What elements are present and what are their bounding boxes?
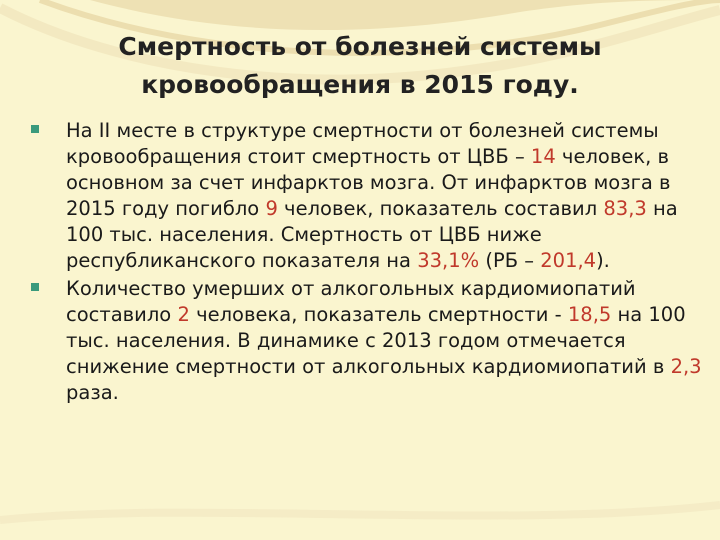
highlighted-number: 83,3 — [603, 197, 647, 220]
bullet-text: на 100 тыс. населения. В динамике с 2013 годом отмечается снижение смертности от алкогольных кардиомиопатий в — [66, 303, 686, 378]
highlighted-number: 2 — [177, 303, 190, 326]
bullet-text: (РБ – — [479, 249, 541, 272]
highlighted-number: 9 — [265, 197, 278, 220]
bullet-text: На II месте в структуре смертности от болезней системы кровообращения стоит смертность от ЦВБ – — [66, 119, 659, 168]
slide-title — [60, 28, 660, 104]
bullet-item — [24, 118, 704, 274]
highlighted-number: 33,1% — [417, 249, 480, 272]
bullet-item — [24, 276, 704, 406]
bullet-text: человек, в основном за счет инфарктов мозга. От инфарктов мозга в 2015 году погибло — [66, 145, 671, 220]
slide-title-line-2: кровообращения в 2015 году. — [141, 70, 579, 99]
highlighted-number: 201,4 — [540, 249, 597, 272]
bullet-square-icon — [31, 125, 39, 133]
highlighted-number: 14 — [530, 145, 556, 168]
bullet-square-icon — [31, 283, 39, 291]
bullet-text: ). — [596, 249, 610, 272]
bullet-text: человек, показатель составил — [277, 197, 604, 220]
bullet-text: раза. — [66, 381, 119, 404]
bullet-text: Количество умерших от алкогольных кардиомиопатий составило — [66, 277, 636, 326]
slide-content — [24, 118, 704, 408]
bullet-text: на 100 тыс. населения. Смертность от ЦВБ ниже республиканского показателя на — [66, 197, 678, 272]
slide-title-line-1: Смертность от болезней системы — [118, 32, 602, 61]
bullet-text: человека, показатель смертности - — [189, 303, 568, 326]
highlighted-number: 2,3 — [670, 355, 702, 378]
highlighted-number: 18,5 — [567, 303, 612, 326]
